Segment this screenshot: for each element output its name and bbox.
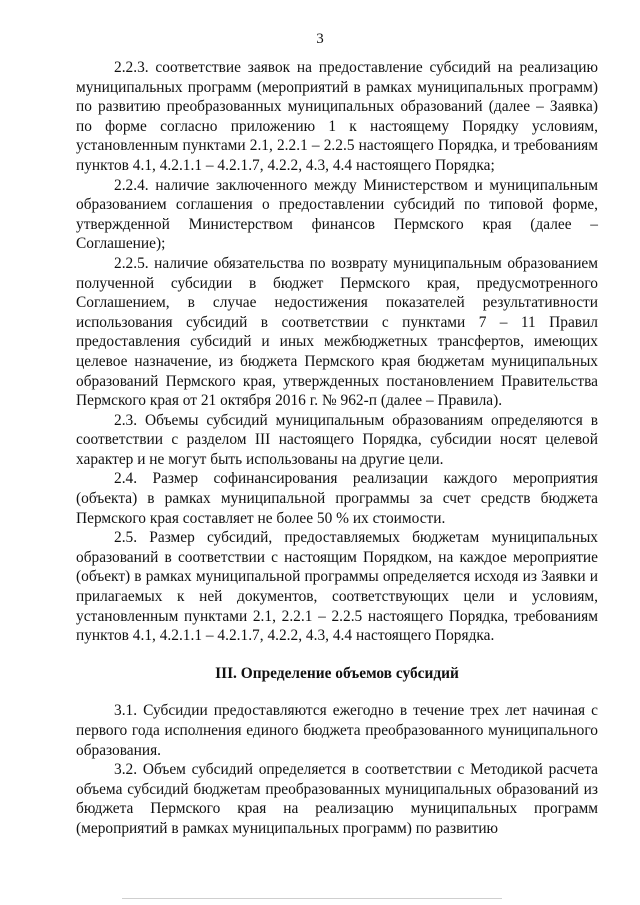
footer-divider bbox=[122, 898, 502, 899]
paragraph-2-5: 2.5. Размер субсидий, предоставляемых бюджетам муниципальных образований в соответствии с настоящим Порядком, на каждое мероприятие (объект) в рамках муниципальной программы определяется исходя из Заявки и прилагаемых к ней документов, соответствующих цели и условиям, установленным пунктами 2.1, 2.2.1 – 2.2.5 настоящего Порядка, требованиям пунктов 4.1, 4.2.1.1 – 4.2.1.7, 4.2.2, 4.3, 4.4 настоящего Порядка. bbox=[76, 529, 598, 645]
paragraph-2-2-4: 2.2.4. наличие заключенного между Министерством и муниципальным образованием соглашения о предоставлении субсидий по типовой форме, утвержденной Министерством финансов Пермского края (далее – Соглашение); bbox=[76, 176, 598, 253]
page-number: 3 bbox=[316, 31, 324, 47]
paragraph-2-2-3: 2.2.3. соответствие заявок на предоставление субсидий на реализацию муниципальных программ (мероприятий в рамках муниципальных программ) по развитию преобразованных муниципальных образований (далее – Заявка) по форме согласно приложению 1 к настоящему Порядку условиям, установленным пунктами 2.1, 2.2.1 – 2.2.5 настоящего Порядка, и требованиям пунктов 4.1, 4.2.1.1 – 4.2.1.7, 4.2.2, 4.3, 4.4 настоящего Порядка; bbox=[76, 59, 598, 174]
document-body bbox=[76, 58, 598, 839]
paragraph-3-2: 3.2. Объем субсидий определяется в соответствии с Методикой расчета объема субсидий бюджетам преобразованных муниципальных образований из бюджета Пермского края на реализацию муниципальных программ (мероприятий в рамках муниципальных программ) по развитию bbox=[76, 761, 598, 837]
paragraph-2-4: 2.4. Размер софинансирования реализации каждого мероприятия (объекта) в рамках муниципальной программы за счет средств бюджета Пермского края составляет не более 50 % их стоимости. bbox=[76, 470, 598, 527]
paragraph-3-1: 3.1. Субсидии предоставляются ежегодно в течение трех лет начиная с первого года исполнения единого бюджета преобразованного муниципального образования. bbox=[76, 702, 598, 759]
paragraph-2-3: 2.3. Объемы субсидий муниципальным образованиям определяются в соответствии с разделом III настоящего Порядка, субсидии носят целевой характер и не могут быть использованы на другие цели. bbox=[76, 411, 598, 468]
section-heading: III. Определение объемов субсидий bbox=[215, 664, 459, 682]
paragraph-2-2-5: 2.2.5. наличие обязательства по возврату муниципальным образованием полученной субсидии в бюджет Пермского края, предусмотренного Соглашением, в случае недостижения показателей результативности использования субсидий в соответствии с пунктами 7 – 11 Правил предоставления субсидий и иных межбюджетных трансфертов, имеющих целевое назначение, из бюджета Пермского края бюджетам муниципальных образований Пермского края, утвержденных постановлением Правительства Пермского края от 21 октября 2016 г. № 962-п (далее – Правила). bbox=[76, 254, 598, 410]
